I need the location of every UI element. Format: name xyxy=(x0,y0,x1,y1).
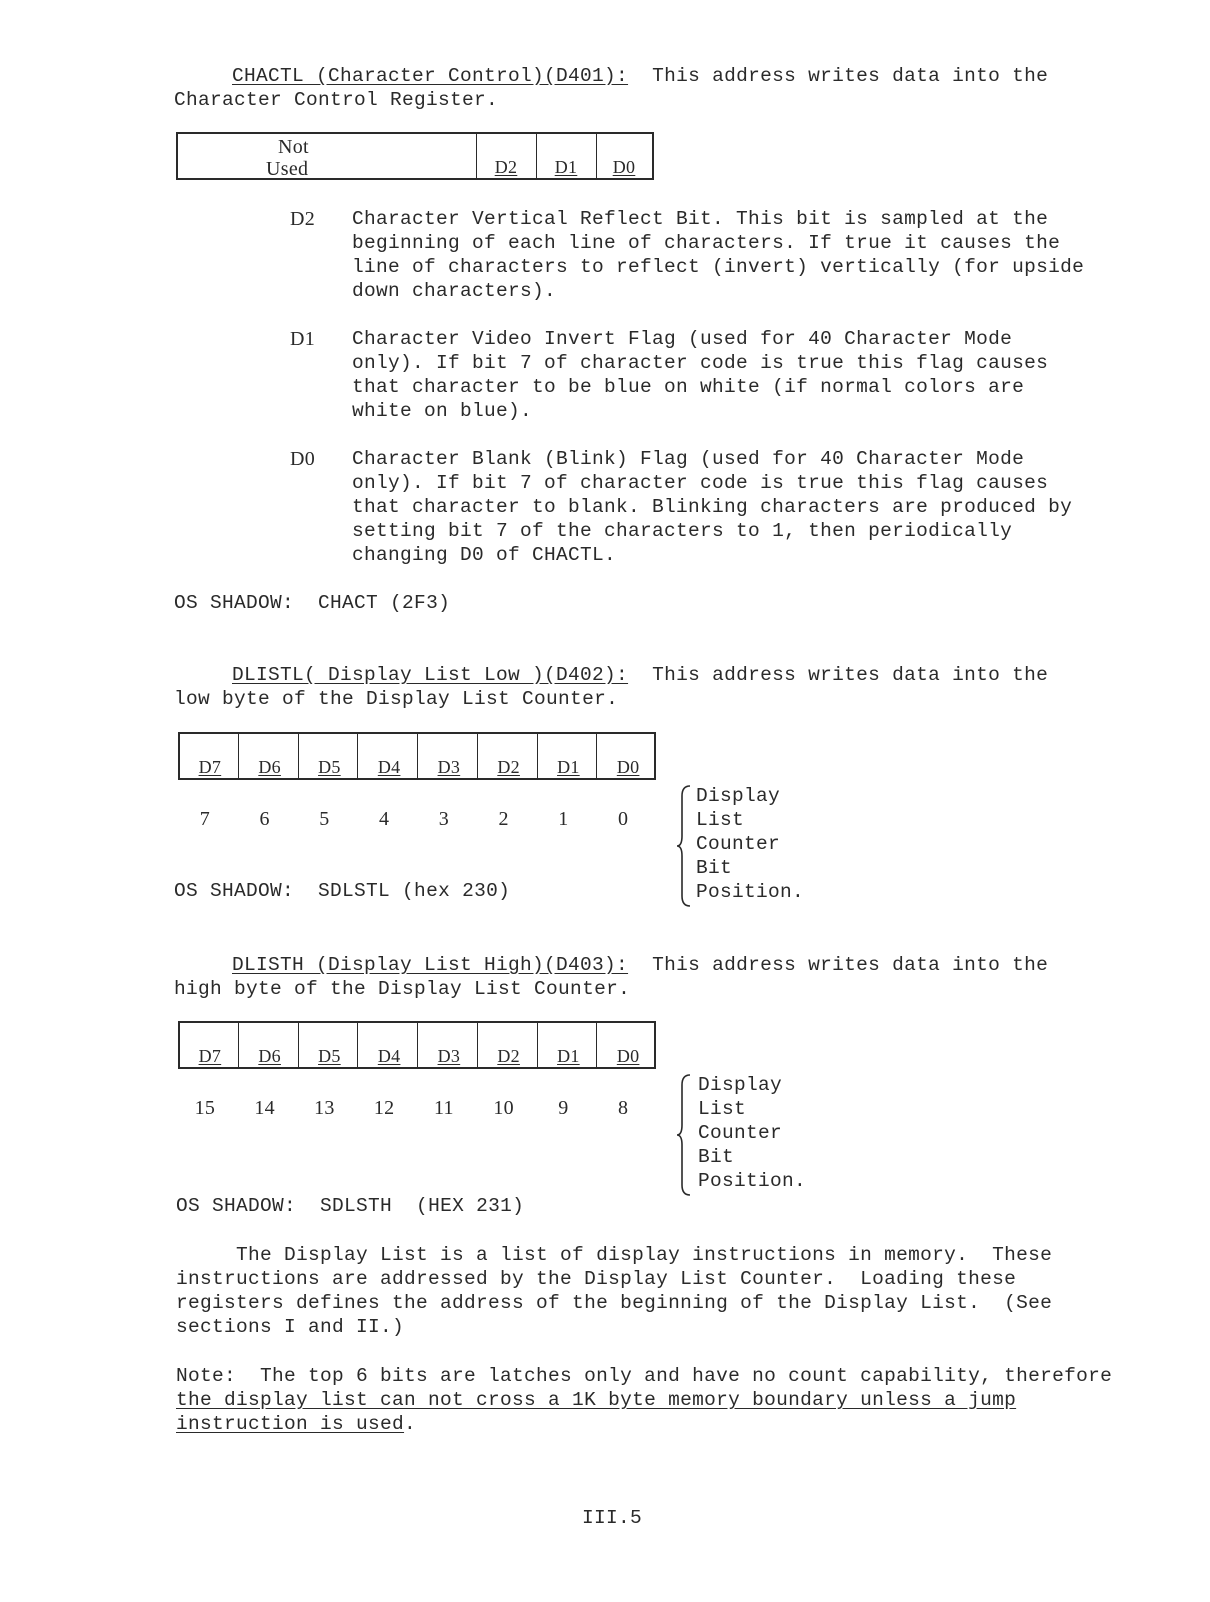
chactl-intro: This address writes data into the xyxy=(652,65,1049,87)
dlisth-position-14: 14 xyxy=(254,1097,275,1119)
dlistl-position-7: 7 xyxy=(199,808,211,830)
brace-label-line: Position. xyxy=(698,1170,807,1192)
dlisth-bit-d3: D3 xyxy=(437,1046,461,1066)
not-used-label-2: Used xyxy=(266,158,309,180)
dlisth-position-13: 13 xyxy=(314,1097,335,1119)
brace-label-line: Counter xyxy=(696,833,781,855)
dlistl-register-diagram xyxy=(178,732,656,780)
dlistl-position-0: 0 xyxy=(617,808,629,830)
not-used-label-1: Not xyxy=(278,136,309,158)
dlistl-position-6: 6 xyxy=(259,808,270,830)
dlisth-shadow xyxy=(176,1194,524,1218)
bit-separator xyxy=(238,734,239,778)
chactl-bit-d2: D2 xyxy=(494,157,518,177)
chactl-d1-description: Character Video Invert Flag (used for 40 Character Mode only). If bit 7 of character code is true this flag causes that character to be blue on white (if normal colors are white on blue). xyxy=(352,328,1049,422)
display-list-paragraph: The Display List is a list of display instructions in memory. These instructions are addressed by the Display List Counter. Loading these registers defines the address of the beginning of the Display List. (See sections I and II.) xyxy=(176,1244,1053,1338)
bit-separator xyxy=(477,1023,478,1067)
dlistl-bit-d5: D5 xyxy=(318,757,341,777)
dlisth-position-15: 15 xyxy=(194,1097,216,1119)
dlisth-register-diagram xyxy=(178,1021,656,1069)
dlistl-bit-d6: D6 xyxy=(258,757,281,777)
os-shadow-value: CHACT (2F3) xyxy=(318,592,451,614)
os-shadow-value: SDLSTL (hex 230) xyxy=(318,880,511,902)
brace-label-line: Bit xyxy=(696,857,733,879)
bit-separator xyxy=(417,1023,418,1067)
chactl-title: CHACTL (Character Control)(D401): xyxy=(232,65,629,87)
bit-separator xyxy=(357,1023,358,1067)
dlistl-bit-d7: D7 xyxy=(198,757,222,777)
bit-separator xyxy=(596,1023,597,1067)
bit-separator xyxy=(477,734,478,778)
dlisth-brace-label xyxy=(698,1073,806,1193)
dlisth-bit-d0: D0 xyxy=(616,1046,640,1066)
dlistl-position-5: 5 xyxy=(319,808,330,830)
dlistl-heading xyxy=(232,663,1048,687)
brace-label-line: List xyxy=(696,809,745,831)
bit-separator xyxy=(357,734,358,778)
chactl-d0-label: D0 xyxy=(290,448,316,470)
dlistl-position-1: 1 xyxy=(558,808,569,830)
dlisth-bit-d4: D4 xyxy=(377,1046,401,1066)
dlisth-position-10: 10 xyxy=(493,1097,514,1119)
bit-separator xyxy=(537,1023,538,1067)
chactl-d0-description: Character Blank (Blink) Flag (used for 40 Character Mode only). If bit 7 of character code is true this flag causes that character to blank. Blinking characters are produced by setting bit 7 of the characters to 1, then periodically changing D0 of CHACTL. xyxy=(352,448,1073,566)
dlistl-title: DLISTL( Display List Low )(D402): xyxy=(232,664,629,686)
brace-label-line: Display xyxy=(698,1074,783,1096)
bit-separator xyxy=(298,1023,299,1067)
dlistl-position-2: 2 xyxy=(498,808,509,830)
brace-icon xyxy=(676,1073,692,1197)
bit-separator xyxy=(298,734,299,778)
dlistl-bit-d3: D3 xyxy=(437,757,461,777)
bit-separator xyxy=(537,734,538,778)
dlistl-bit-d0: D0 xyxy=(616,757,640,777)
brace-label-line: Bit xyxy=(698,1146,735,1168)
note-line-3: instruction is used. xyxy=(176,1413,417,1435)
dlisth-position-8: 8 xyxy=(617,1097,629,1119)
bit-separator xyxy=(596,734,597,778)
dlistl-intro-line2: low byte of the Display List Counter. xyxy=(174,688,619,710)
dlistl-shadow xyxy=(174,879,510,903)
dlisth-position-11: 11 xyxy=(433,1097,454,1119)
brace-label-line: List xyxy=(698,1098,747,1120)
dlisth-title: DLISTH (Display List High)(D403): xyxy=(232,954,629,976)
dlistl-bit-d4: D4 xyxy=(377,757,401,777)
dlisth-bit-d1: D1 xyxy=(557,1046,580,1066)
chactl-register-diagram xyxy=(176,132,654,180)
brace-label-line: Display xyxy=(696,785,781,807)
chactl-bit-d1: D1 xyxy=(554,157,578,177)
chactl-heading xyxy=(232,64,1048,88)
bit-separator xyxy=(238,1023,239,1067)
chactl-intro-line2: Character Control Register. xyxy=(174,89,499,111)
os-shadow-label: OS SHADOW: xyxy=(176,1195,297,1217)
note-line-2: the display list can not cross a 1K byte memory boundary unless a jump xyxy=(176,1389,1017,1411)
dlistl-position-3: 3 xyxy=(438,808,450,830)
brace-label-line: Position. xyxy=(696,881,805,903)
dlistl-brace-label xyxy=(696,784,804,904)
dlistl-bit-d2: D2 xyxy=(497,757,520,777)
dlisth-bit-d5: D5 xyxy=(318,1046,341,1066)
brace-icon xyxy=(676,784,692,908)
dlisth-intro: This address writes data into the xyxy=(652,954,1049,976)
chactl-d1-label: D1 xyxy=(290,328,316,350)
chactl-bit-d0: D0 xyxy=(612,157,636,177)
dlisth-intro-line2: high byte of the Display List Counter. xyxy=(174,978,631,1000)
os-shadow-label: OS SHADOW: xyxy=(174,592,295,614)
page-number: III.5 xyxy=(582,1507,643,1529)
chactl-d2-description: Character Vertical Reflect Bit. This bit is sampled at the beginning of each line of characters. If true it causes the line of characters to reflect (invert) vertically (for upside down characters). xyxy=(352,208,1085,302)
note-line-1: Note: The top 6 bits are latches only and have no count capability, therefore xyxy=(176,1365,1113,1387)
chactl-shadow xyxy=(174,591,450,615)
dlisth-position-9: 9 xyxy=(558,1097,569,1119)
bit-separator xyxy=(417,734,418,778)
os-shadow-value: SDLSTH (HEX 231) xyxy=(320,1195,525,1217)
dlistl-bit-d1: D1 xyxy=(557,757,580,777)
note-line-3-text: instruction is used xyxy=(176,1413,405,1435)
brace-label-line: Counter xyxy=(698,1122,783,1144)
dlistl-intro: This address writes data into the xyxy=(652,664,1049,686)
dlisth-bit-d6: D6 xyxy=(258,1046,281,1066)
dlisth-bit-d2: D2 xyxy=(497,1046,520,1066)
dlisth-bit-d7: D7 xyxy=(198,1046,222,1066)
dlistl-position-4: 4 xyxy=(378,808,390,830)
dlisth-position-12: 12 xyxy=(373,1097,395,1119)
dlisth-heading xyxy=(232,953,1048,977)
chactl-d2-label: D2 xyxy=(290,208,316,230)
os-shadow-label: OS SHADOW: xyxy=(174,880,295,902)
